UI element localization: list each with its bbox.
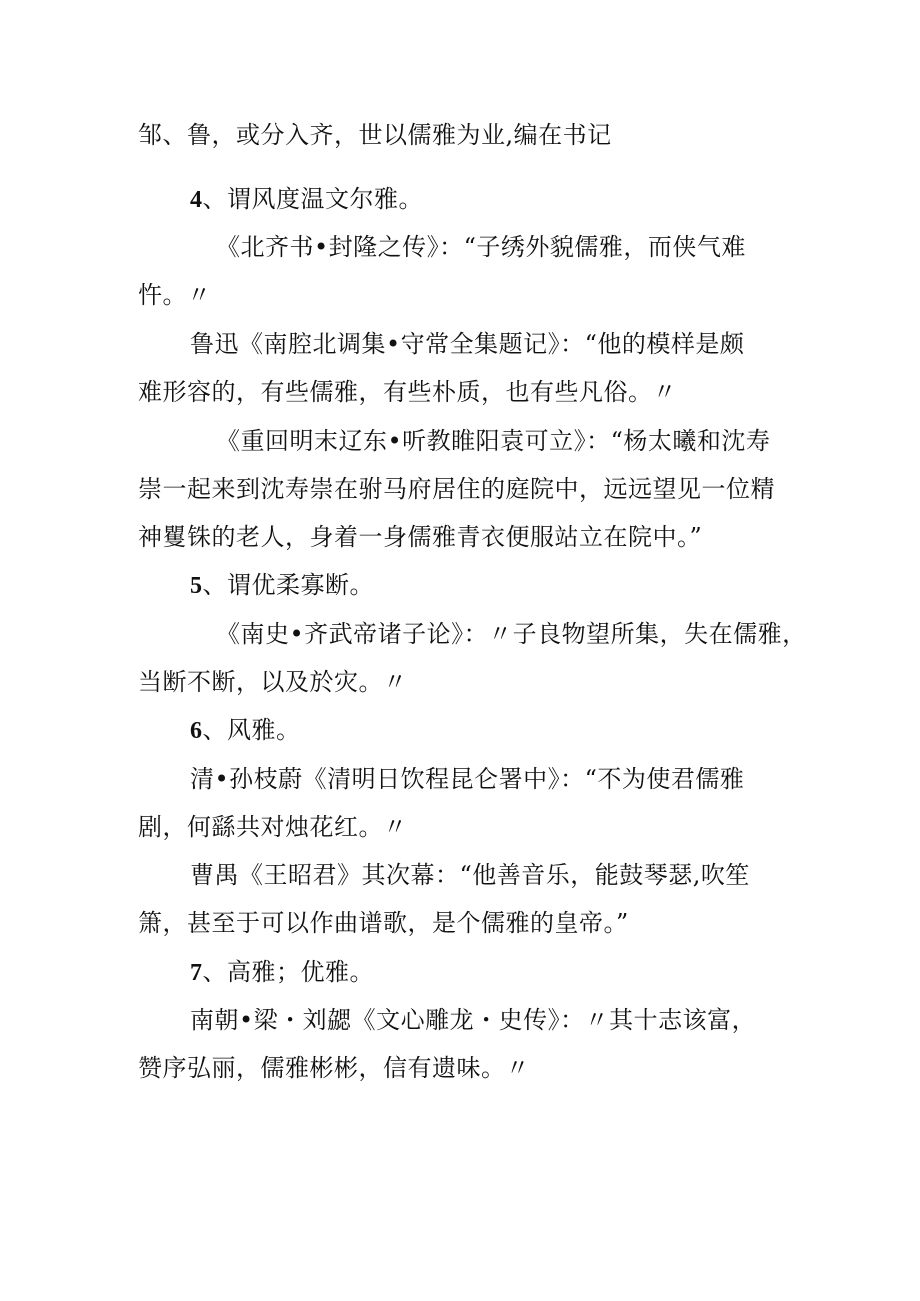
quote-line: 当断不断，以及於灾。〃	[138, 668, 408, 696]
text-line: 邹、鲁，或分入齐，世以儒雅为业,编在书记	[138, 121, 612, 149]
quote-line: 难形容的，有些儒雅，有些朴质，也有些凡俗。〃	[138, 378, 677, 406]
quote-line: 《北齐书•封隆之传》：“子绣外貌儒雅，而侠气难	[216, 233, 746, 261]
quote-line: 神矍铢的老人，身着一身儒雅青衣便服站立在院中。”	[138, 523, 703, 551]
quote-line: 《重回明末辽东•听教睢阳袁可立》：“杨太曦和沈寿	[216, 427, 771, 455]
quote-line: 忤。〃	[138, 281, 212, 309]
section-number: 4	[190, 187, 203, 213]
section-number: 7	[190, 960, 203, 986]
quote-line: 南朝•梁・刘勰《文心雕龙・史传》：〃其十志该富，	[190, 1006, 757, 1034]
section-number: 6	[190, 718, 203, 744]
section-heading-4	[190, 182, 423, 217]
quote-line: 鲁迅《南腔北调集•守常全集题记》：“他的模样是颇	[190, 330, 745, 358]
section-title: 、谓优柔寡断。	[202, 571, 374, 599]
quote-line: 赞序弘丽，儒雅彬彬，信有遗味。〃	[138, 1054, 530, 1082]
section-heading-7	[190, 955, 374, 990]
quote-line: 曹禺《王昭君》其次幕：“他善音乐，能鼓琴瑟,吹笙	[190, 861, 750, 889]
quote-line: 清•孙枝蔚《清明日饮程昆仑署中》：“不为使君儒雅	[190, 765, 745, 793]
quote-line: 箫，甚至于可以作曲谱歌，是个儒雅的皇帝。”	[138, 909, 629, 937]
section-title: 、高雅；优雅。	[202, 958, 374, 986]
quote-line: 崇一起来到沈寿崇在驸马府居住的庭院中，远远望见一位精	[138, 475, 775, 503]
quote-line: 《南史•齐武帝诸子论》：〃子良物望所集，失在儒雅，	[216, 620, 807, 648]
quote-line: 剧，何繇共对烛花红。〃	[138, 813, 408, 841]
section-heading-5	[190, 568, 374, 603]
section-heading-6	[190, 713, 301, 748]
section-title: 、谓风度温文尔雅。	[202, 185, 423, 213]
section-title: 、风雅。	[202, 716, 301, 744]
section-number: 5	[190, 573, 203, 599]
